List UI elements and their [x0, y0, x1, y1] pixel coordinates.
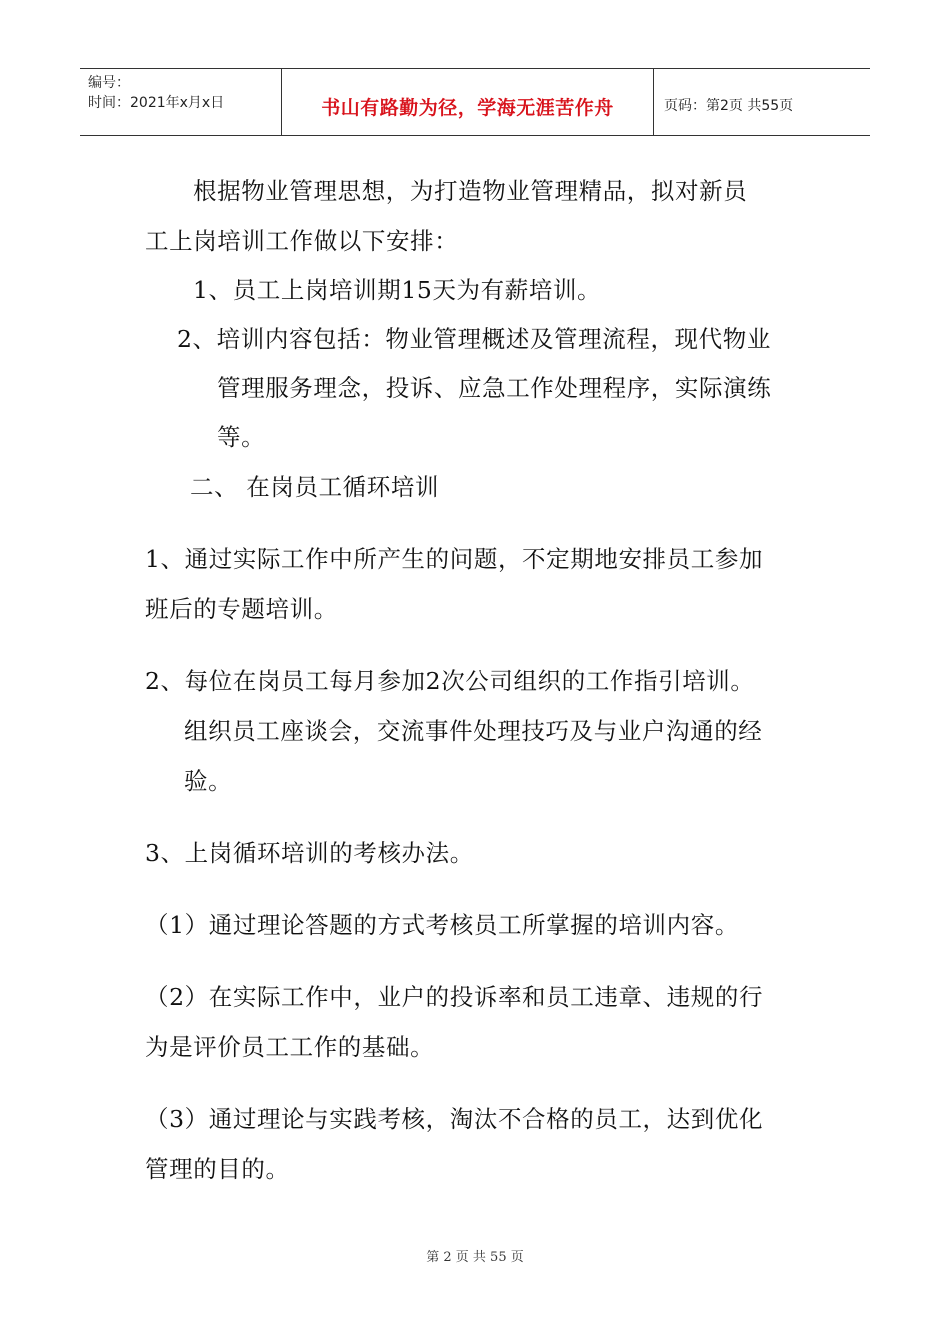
item-2-line-3: 等。 [217, 423, 266, 451]
s2-item-2-line-3: 验。 [184, 767, 233, 795]
s2-item-2-line-1: 2、每位在岗员工每月参加2次公司组织的工作指引培训。 [145, 667, 755, 695]
s2-item-2-line-2: 组织员工座谈会，交流事件处理技巧及与业户沟通的经 [184, 717, 763, 745]
sub-item-2-line-2: 为是评价员工工作的基础。 [145, 1033, 435, 1061]
sub-item-3-line-1: （3）通过理论与实践考核，淘汰不合格的员工，达到优化 [145, 1105, 764, 1133]
page-footer: 第 2 页 共 55 页 [426, 1250, 524, 1265]
item-1: 1、员工上岗培训期15天为有薪培训。 [193, 276, 602, 304]
sub-item-2-line-1: （2）在实际工作中，业户的投诉率和员工违章、违规的行 [145, 983, 764, 1011]
document-time-label: 时间：2021年x月x日 [88, 95, 225, 111]
item-2-line-2: 管理服务理念，投诉、应急工作处理程序，实际演练 [217, 374, 772, 402]
document-number-label: 编号： [88, 75, 130, 91]
header-motto: 书山有路勤为径，学海无涯苦作舟 [321, 97, 614, 119]
header-page-info: 页码：第2页 共55页 [664, 98, 794, 114]
header-motto-cell [282, 69, 654, 135]
sub-item-3-line-2: 管理的目的。 [145, 1155, 290, 1183]
item-2-line-1: 2、培训内容包括：物业管理概述及管理流程，现代物业 [177, 325, 771, 353]
header-meta [80, 69, 282, 135]
sub-item-1: （1）通过理论答题的方式考核员工所掌握的培训内容。 [145, 911, 739, 939]
header-page-cell [654, 69, 870, 135]
section-2-title: 二、 在岗员工循环培训 [190, 473, 440, 501]
s2-item-1-line-2: 班后的专题培训。 [145, 595, 338, 623]
intro-line-1: 根据物业管理思想，为打造物业管理精品，拟对新员 [193, 177, 748, 205]
intro-line-2: 工上岗培训工作做以下安排： [145, 227, 459, 255]
s2-item-1-line-1: 1、通过实际工作中所产生的问题，不定期地安排员工参加 [145, 545, 764, 573]
page-header [80, 68, 870, 136]
s2-item-3: 3、上岗循环培训的考核办法。 [145, 839, 474, 867]
